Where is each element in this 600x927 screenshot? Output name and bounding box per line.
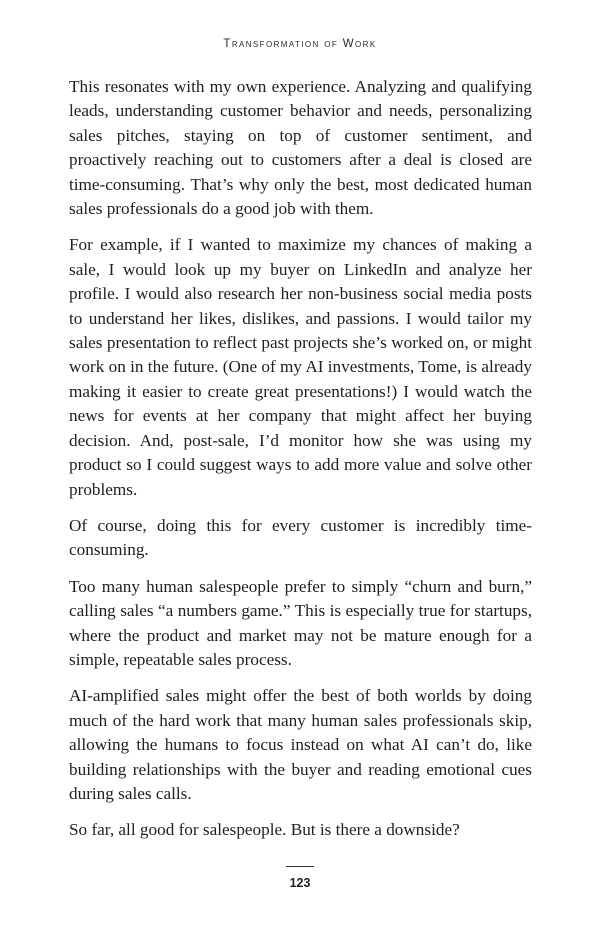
paragraph: So far, all good for salespeople. But is there a downside? (69, 820, 460, 840)
folio-rule (286, 866, 314, 867)
paragraph: This resonates with my own experience. Analyzing and qualifying leads, understanding customer behavior and needs, personalizing sales pitches, staying on top of customer sentiment, and proactively reaching out to customers after a deal is closed are time-consuming. That’s why only the best, most dedicated human sales professionals do a good job with them. (69, 77, 532, 219)
paragraph: Too many human salespeople prefer to simply “churn and burn,” calling sales “a numbers game.” This is especially true for startups, where the product and market may not be mature enough for a simple, repeatable sales process. (69, 576, 532, 669)
body-text (69, 75, 532, 855)
running-head: Transformation of Work (223, 38, 377, 50)
paragraph: AI-amplified sales might offer the best of both worlds by doing much of the hard work that many human sales professionals skip, allowing the humans to focus instead on what AI can’t do, like building relationships with the buyer and reading emotional cues during sales calls. (69, 686, 532, 803)
page-number: 123 (289, 876, 311, 890)
paragraph: Of course, doing this for every customer is incredibly time-consuming. (69, 515, 532, 560)
paragraph: For example, if I wanted to maximize my chances of making a sale, I would look up my buyer on LinkedIn and analyze her profile. I would also research her non-business social media posts to understand her likes, dislikes, and passions. I would tailor my sales presentation to reflect past projects she’s worked on, or might work on in the future. (One of my AI investments, Tome, is already making it easier to create great presentations!) I would watch the news for events at her company that might affect her buying decision. And, post-sale, I’d monitor how she was using my product so I could suggest ways to add more value and solve other problems. (69, 235, 532, 499)
